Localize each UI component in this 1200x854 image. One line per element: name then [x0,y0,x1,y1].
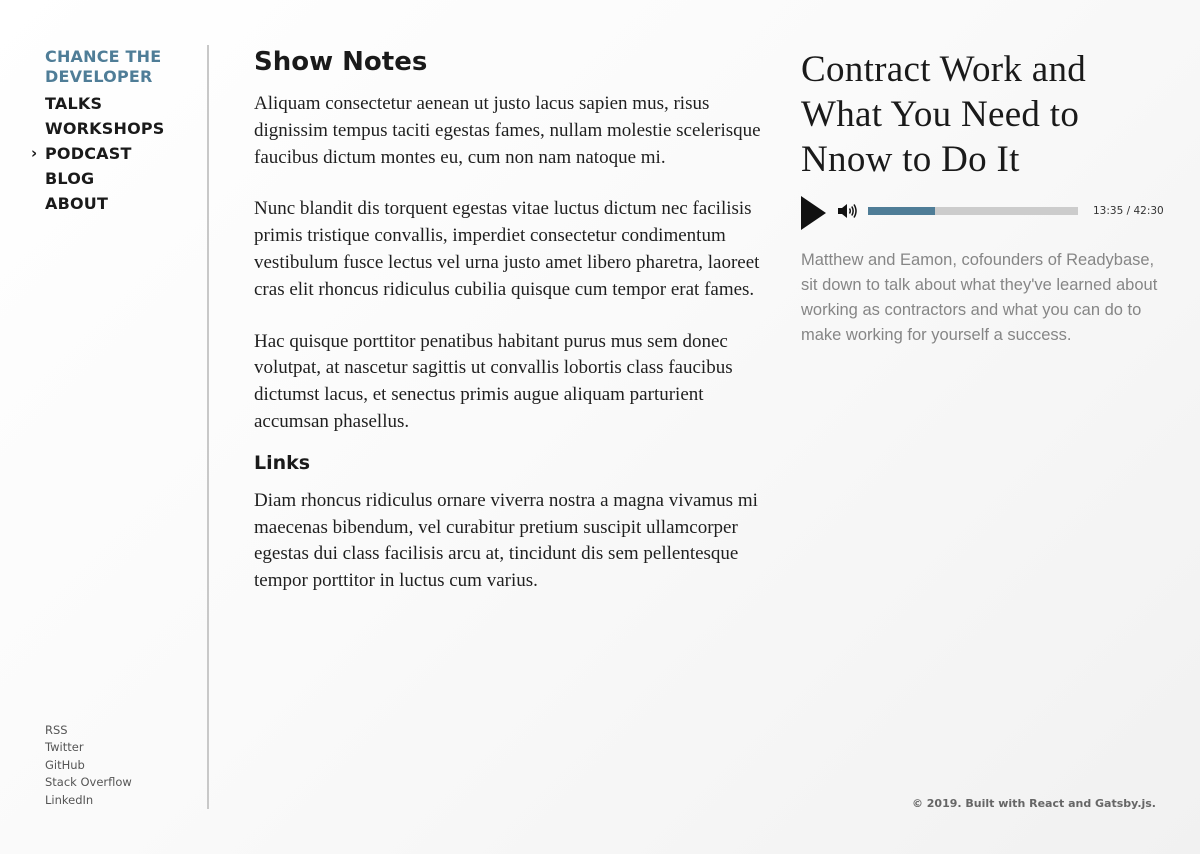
nav-item-label: BLOG [45,169,95,188]
show-notes-paragraph: Aliquam consectetur aenean ut justo lacus sapien mus, risus dignissim tempus taciti egestas fames, nullam molestie scelerisque faucibus dictum montes eu, cum non nam natoque mi. [254,93,761,168]
links-paragraph: Diam rhoncus ridiculus ornare viverra nostra a magna vivamus mi maecenas bibendum, vel curabitur pretium suscipit ullamcorper egestas dui class facilisis arcu at, tincidunt dis sem pellentesque tempor porttitor in luctus cum varius. [254,489,758,592]
nav-item-label: TALKS [45,94,103,113]
play-icon[interactable] [801,196,826,230]
episode-title: Contract Work and What You Need to Nnow to Do It [801,49,1087,180]
social-link-github[interactable]: GitHub [45,757,85,772]
show-notes-paragraph: Hac quisque porttitor penatibus habitant purus mus sem donec volutpat, at nascetur sagittis ut convallis lobortis class faucibus dictumst lacus, et senectus primis augue aliquam parturient accumsan phasellus. [254,330,733,432]
nav-item-workshops[interactable] [45,116,205,141]
episode-description: Matthew and Eamon, cofounders of Readybase, sit down to talk about what they've learned about working as contractors and what you can do to make working for yourself a success. [801,251,1158,344]
time-display: 13:35 / 42:30 [1093,205,1164,217]
social-link-rss[interactable]: RSS [45,722,68,737]
progress-bar[interactable] [868,207,1078,215]
volume-icon[interactable] [837,202,857,220]
social-links [45,722,132,810]
social-link-linkedin[interactable]: LinkedIn [45,792,94,807]
site-brand-link[interactable]: CHANCE THE DEVELOPER [45,47,162,86]
nav-item-label: WORKSHOPS [45,119,165,138]
main-nav [31,91,205,216]
show-notes-paragraph: Nunc blandit dis torquent egestas vitae luctus dictum nec facilisis primis tristique convallis, imperdiet consectetur condimentum vestibulum fusce lectus vel urna justo amet libero pharetra, laoreet cras elit rhoncus ridiculus cubilia quisque cum tempor erat fames. [254,198,760,300]
nav-item-label: ABOUT [45,194,109,213]
sidebar [31,47,205,809]
progress-bar-fill [868,207,935,215]
nav-item-about[interactable] [45,191,205,216]
nav-item-podcast[interactable] [31,141,205,166]
nav-item-blog[interactable] [45,166,205,191]
social-link-twitter[interactable]: Twitter [45,740,84,754]
nav-item-label: PODCAST [45,144,132,163]
episode-panel [801,47,1164,348]
show-notes [254,45,762,595]
links-heading: Links [254,451,311,474]
social-link-stack-overflow[interactable]: Stack Overflow [45,775,132,789]
show-notes-heading: Show Notes [254,47,428,77]
footer-credits: © 2019. Built with React and Gatsby.js. [911,797,1156,810]
chevron-right-icon: › [31,144,38,162]
nav-item-talks[interactable] [45,91,205,116]
sidebar-divider [207,45,209,809]
audio-player [801,194,1164,230]
